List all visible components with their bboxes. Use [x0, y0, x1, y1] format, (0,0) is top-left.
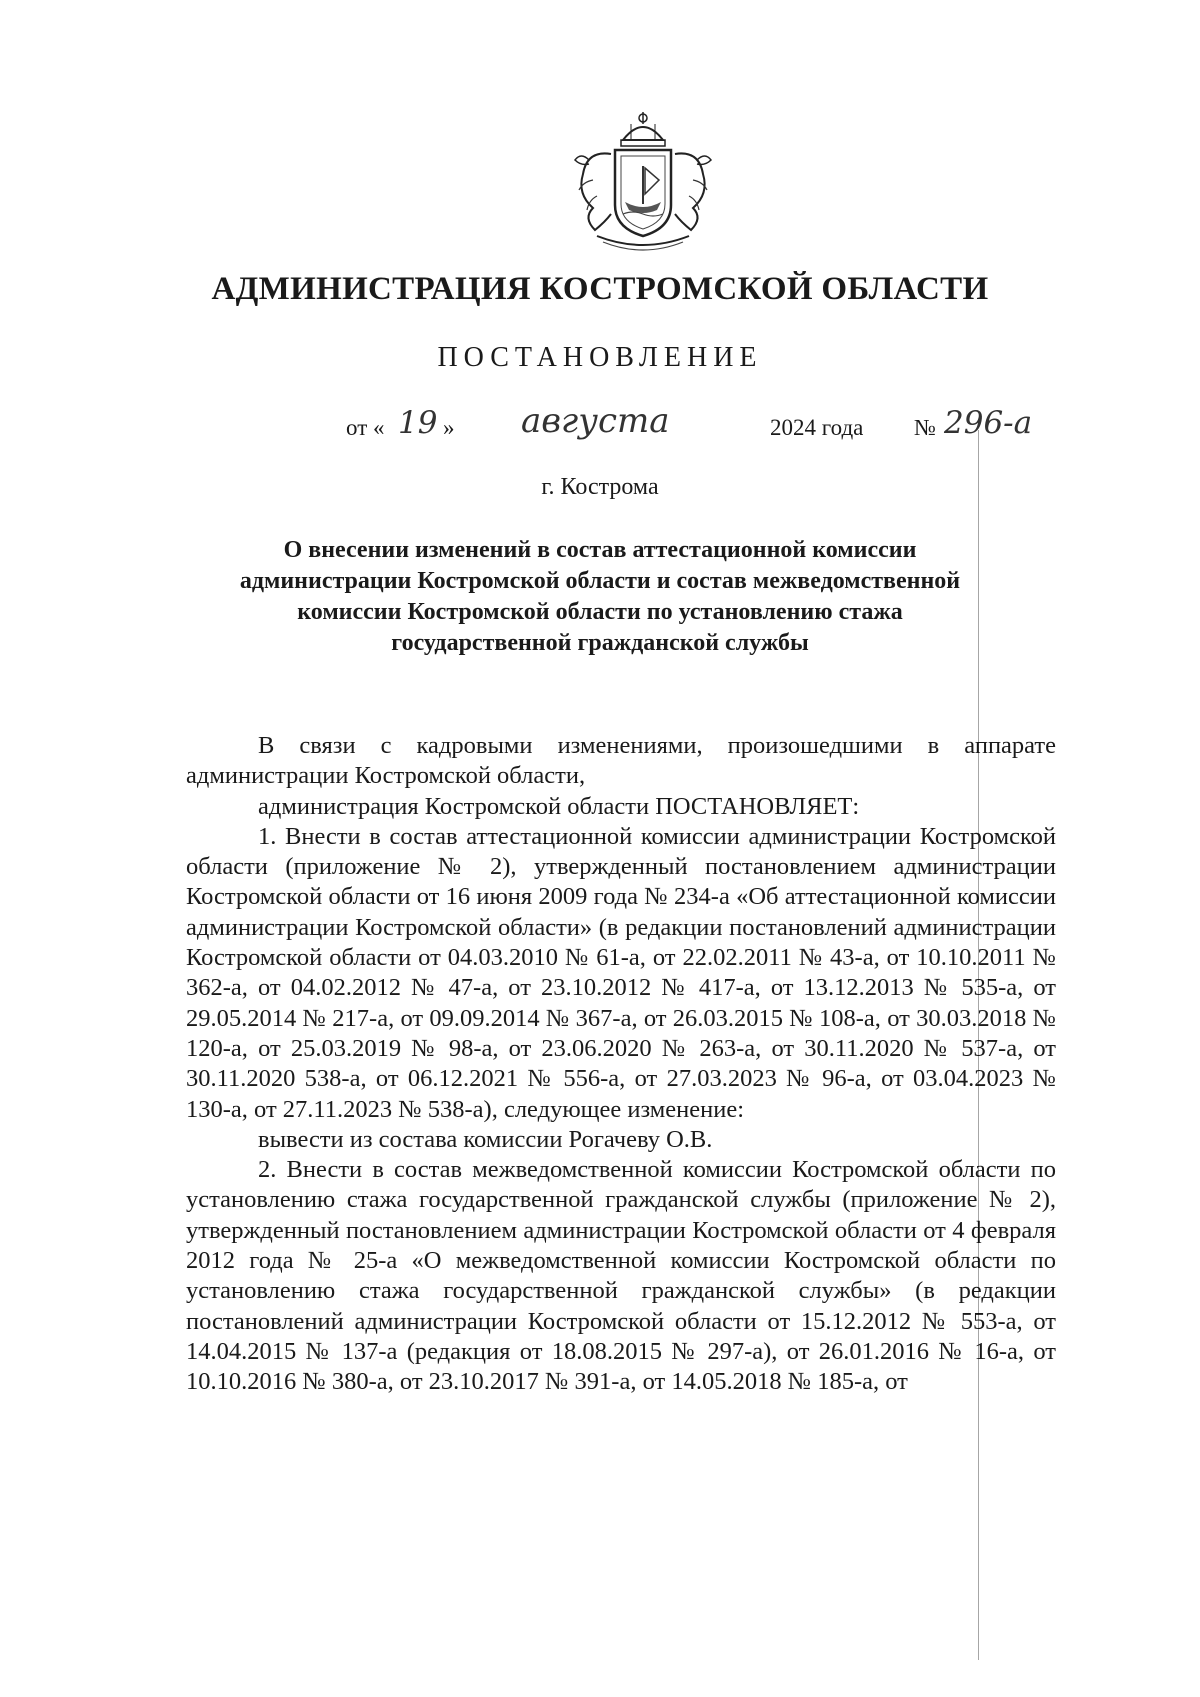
subject-line: О внесении изменений в состав аттестационной комиссии	[283, 537, 917, 563]
document-body	[186, 731, 1056, 1398]
document-number: 296-а	[944, 405, 1033, 441]
date-day-close: »	[443, 415, 455, 440]
city-line: г. Кострома	[541, 474, 659, 500]
subject-line: комиссии Костромской области по установлению стажа	[297, 599, 903, 625]
date-day: 19	[398, 405, 438, 441]
organization-title: АДМИНИСТРАЦИЯ КОСТРОМСКОЙ ОБЛАСТИ	[211, 271, 989, 307]
date-month: августа	[521, 401, 670, 441]
document-type-heading: ПОСТАНОВЛЕНИЕ	[437, 342, 763, 373]
intro-paragraph: В связи с кадровыми изменениями, произошедшими в аппарате администрации Костромской области,	[186, 732, 1056, 790]
subject-line: администрации Костромской области и состав межведомственной	[239, 568, 961, 594]
date-prefix: от «	[346, 415, 385, 440]
kostroma-coat-of-arms-icon	[553, 110, 733, 260]
number-sign: №	[914, 415, 936, 440]
resolve-paragraph: администрация Костромской области ПОСТАНОВЛЯЕТ:	[258, 792, 860, 820]
item-1-paragraph: 1. Внести в состав аттестационной комиссии администрации Костромской области (приложение № 2), утвержденный постановлением администрации Костромской области от 16 июня 2009 года № 234-а «Об аттестационной комиссии администрации Костромской области» (в редакции постановлений администрации Костромской области от 04.03.2010 № 61-а, от 22.02.2011 № 43-а, от 10.10.2011 № 362-а, от 04.02.2012 № 47-а, от 23.10.2012 № 417-а, от 13.12.2013 № 535-а, от 29.05.2014 № 217-а, от 09.09.2014 № 367-а, от 26.03.2015 № 108-а, от 30.03.2018 № 120-а, от 25.03.2019 № 98-а, от 23.06.2020 № 263-а, от 30.11.2020 № 537-а, от 30.11.2020 538-а, от 06.12.2021 № 556-а, от 27.03.2023 № 96-а, от 03.04.2023 № 130-а, от 27.11.2023 № 538-а), следующее изменение:	[186, 822, 1056, 1123]
date-year: 2024 года	[770, 415, 864, 440]
item-1-change-paragraph: вывести из состава комиссии Рогачеву О.В.	[258, 1125, 713, 1153]
item-2-paragraph: 2. Внести в состав межведомственной комиссии Костромской области по установлению стажа государственной гражданской службы (приложение № 2), утвержденный постановлением администрации Костромской области от 4 февраля 2012 года № 25-а «О межведомственной комиссии Костромской области по установлению стажа государственной гражданской службы» (в редакции постановлений администрации Костромской области от 15.12.2012 № 553-а, от 14.04.2015 № 137-а (редакция от 18.08.2015 № 297-а), от 26.01.2016 № 16-а, от 10.10.2016 № 380-а, от 23.10.2017 № 391-а, от 14.05.2018 № 185-а, от	[186, 1156, 1056, 1396]
document-subject	[150, 535, 1050, 659]
subject-line: государственной гражданской службы	[391, 630, 809, 656]
scan-artifact-line	[978, 430, 979, 1660]
date-line	[346, 401, 1066, 453]
